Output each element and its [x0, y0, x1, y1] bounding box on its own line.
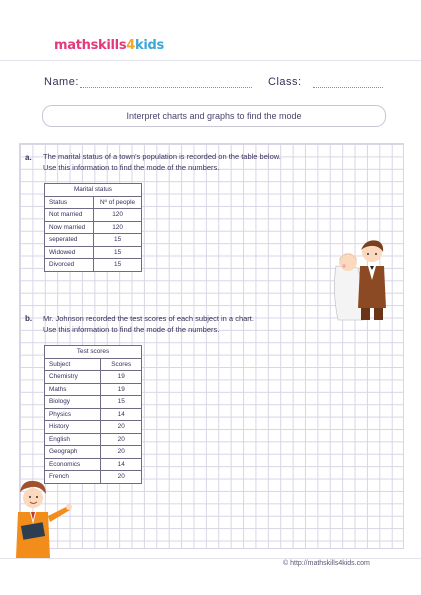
table-caption: Test scores — [45, 346, 142, 359]
row-label: Widowed — [45, 246, 94, 259]
row-label: Maths — [45, 383, 101, 396]
table-row — [45, 446, 142, 459]
question-a-text — [43, 151, 281, 173]
row-label: seperated — [45, 234, 94, 247]
question-b-line-1: Mr. Johnson recorded the test scores of each subject in a chart. — [43, 314, 254, 323]
column-header: Status — [45, 196, 94, 209]
class-field-line[interactable] — [313, 87, 383, 88]
row-value: 14 — [101, 408, 142, 421]
table-row — [45, 383, 142, 396]
row-value: 15 — [94, 246, 142, 259]
table-row — [45, 209, 142, 222]
row-value: 20 — [101, 446, 142, 459]
question-b-line-2: Use this information to find the mode of the numbers. — [43, 325, 220, 334]
column-header: Scores — [101, 358, 142, 371]
row-label: History — [45, 421, 101, 434]
row-label: Now married — [45, 221, 94, 234]
row-label: Economics — [45, 458, 101, 471]
header-divider — [0, 60, 421, 61]
row-label: Biology — [45, 396, 101, 409]
row-label: Not married — [45, 209, 94, 222]
table-row — [45, 371, 142, 384]
table-row — [45, 259, 142, 272]
question-b-text — [43, 313, 254, 335]
name-label: Name: — [44, 76, 79, 88]
table-row — [45, 234, 142, 247]
table-row — [45, 408, 142, 421]
row-label: Geograph — [45, 446, 101, 459]
row-label: Divorced — [45, 259, 94, 272]
wedding-couple-illustration — [330, 236, 392, 322]
column-header: Nº of people — [94, 196, 142, 209]
row-value: 19 — [101, 371, 142, 384]
table-caption: Marital status — [45, 184, 142, 197]
logo-part-3: kids — [135, 38, 164, 53]
row-value: 120 — [94, 221, 142, 234]
footer-url: © http://mathskills4kids.com — [283, 560, 370, 567]
worksheet-title: Interpret charts and graphs to find the mode — [42, 105, 386, 127]
logo — [54, 38, 164, 53]
marital-status-table — [44, 183, 142, 272]
row-value: 20 — [101, 433, 142, 446]
row-value: 120 — [94, 209, 142, 222]
footer-divider — [0, 558, 421, 559]
table-row — [45, 246, 142, 259]
row-label: Chemistry — [45, 371, 101, 384]
column-header: Subject — [45, 358, 101, 371]
table-row — [45, 433, 142, 446]
class-label: Class: — [268, 76, 302, 88]
row-label: French — [45, 471, 101, 484]
row-value: 19 — [101, 383, 142, 396]
table-row — [45, 221, 142, 234]
logo-part-2: 4 — [126, 38, 136, 53]
row-value: 15 — [94, 259, 142, 272]
row-value: 20 — [101, 471, 142, 484]
row-label: English — [45, 433, 101, 446]
row-value: 15 — [101, 396, 142, 409]
teacher-illustration — [10, 478, 74, 558]
question-a-line-2: Use this information to find the mode of the numbers. — [43, 163, 220, 172]
table-row — [45, 458, 142, 471]
table-row — [45, 396, 142, 409]
table-row — [45, 421, 142, 434]
question-a-line-1: The marital status of a town's population is recorded on the table below. — [43, 152, 281, 161]
question-a-letter: a. — [25, 153, 32, 162]
row-value: 15 — [94, 234, 142, 247]
row-value: 14 — [101, 458, 142, 471]
question-b-letter: b. — [25, 314, 33, 323]
row-value: 20 — [101, 421, 142, 434]
row-label: Physics — [45, 408, 101, 421]
logo-part-1: mathskills — [54, 38, 127, 53]
test-scores-table — [44, 345, 142, 484]
name-field-line[interactable] — [80, 87, 252, 88]
